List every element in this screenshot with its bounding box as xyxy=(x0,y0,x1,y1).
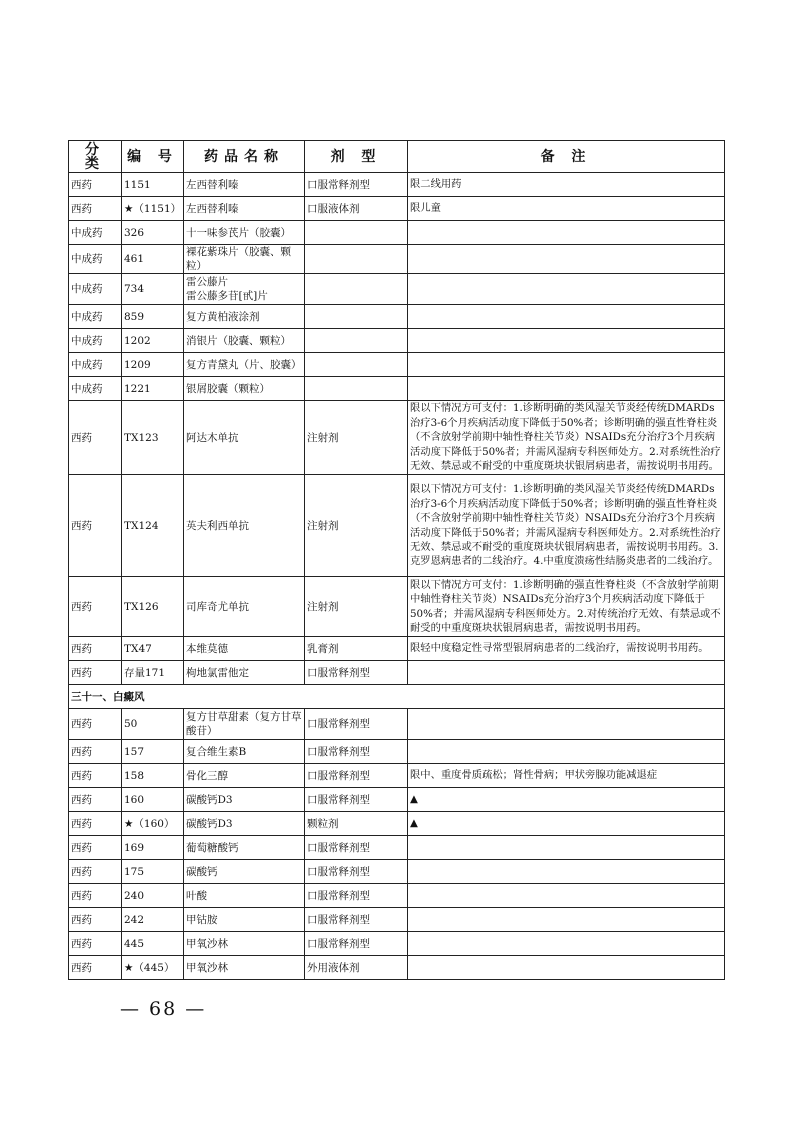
table-row xyxy=(69,932,725,956)
cell-remarks xyxy=(408,836,725,860)
cell-drug-name: 甲氧沙林 xyxy=(184,932,305,956)
table-row xyxy=(69,353,725,377)
cell-code: ★（1151） xyxy=(122,197,184,221)
cell-code: 157 xyxy=(122,740,184,764)
header-dosage-form: 剂 型 xyxy=(305,141,408,173)
table-row xyxy=(69,812,725,836)
drug-table xyxy=(68,140,725,980)
cell-drug-name: 碳酸钙 xyxy=(184,860,305,884)
cell-remarks xyxy=(408,245,725,274)
cell-category: 中成药 xyxy=(69,353,122,377)
header-drug-name: 药品名称 xyxy=(184,141,305,173)
cell-dosage-form: 口服常释剂型 xyxy=(305,860,408,884)
cell-dosage-form: 乳膏剂 xyxy=(305,637,408,661)
section-row xyxy=(69,685,725,709)
cell-drug-name: 叶酸 xyxy=(184,884,305,908)
cell-category: 西药 xyxy=(69,740,122,764)
cell-category: 中成药 xyxy=(69,221,122,245)
table-row xyxy=(69,274,725,305)
cell-remarks xyxy=(408,860,725,884)
cell-drug-name: 甲钴胺 xyxy=(184,908,305,932)
cell-dosage-form: 口服常释剂型 xyxy=(305,709,408,740)
section-title: 三十一、白癜风 xyxy=(69,685,725,709)
cell-remarks xyxy=(408,661,725,685)
cell-drug-name: 雷公藤片 雷公藤多苷[甙]片 xyxy=(184,274,305,305)
cell-drug-name: 碳酸钙D3 xyxy=(184,812,305,836)
cell-remarks xyxy=(408,353,725,377)
cell-remarks xyxy=(408,305,725,329)
cell-drug-name: 左西替利嗪 xyxy=(184,173,305,197)
cell-remarks: 限二线用药 xyxy=(408,173,725,197)
table-row xyxy=(69,197,725,221)
cell-code: 175 xyxy=(122,860,184,884)
cell-drug-name: 裸花紫珠片（胶囊、颗粒） xyxy=(184,245,305,274)
table-row xyxy=(69,709,725,740)
cell-code: 240 xyxy=(122,884,184,908)
cell-remarks: 限以下情况方可支付：1.诊断明确的类风湿关节炎经传统DMARDs治疗3-6个月疾病活动度下降低于50%者；诊断明确的强直性脊柱炎（不含放射学前期中轴性脊柱关节炎）NSAIDs充分治疗3个月疾病活动度下降低于50%者；并需风湿病专科医师处方。2.对系统性治疗无效、禁忌或不耐受的重度斑块状银屑病患者，需按说明书用药。3.克罗恩病患者的二线治疗。4.中重度溃疡性结肠炎患者的二线治疗。 xyxy=(408,475,725,577)
cell-drug-name: 复方青黛丸（片、胶囊） xyxy=(184,353,305,377)
cell-drug-name: 骨化三醇 xyxy=(184,764,305,788)
cell-code: 169 xyxy=(122,836,184,860)
cell-code: 1151 xyxy=(122,173,184,197)
cell-category: 中成药 xyxy=(69,305,122,329)
cell-category: 西药 xyxy=(69,197,122,221)
cell-dosage-form: 口服常释剂型 xyxy=(305,884,408,908)
table-row xyxy=(69,221,725,245)
cell-dosage-form: 口服常释剂型 xyxy=(305,932,408,956)
cell-code: 1221 xyxy=(122,377,184,401)
table-row xyxy=(69,661,725,685)
cell-dosage-form: 注射剂 xyxy=(305,401,408,475)
cell-remarks: ▲ xyxy=(408,812,725,836)
cell-code: 158 xyxy=(122,764,184,788)
cell-dosage-form: 颗粒剂 xyxy=(305,812,408,836)
cell-drug-name: 碳酸钙D3 xyxy=(184,788,305,812)
cell-drug-name: 甲氧沙林 xyxy=(184,956,305,980)
cell-code: 242 xyxy=(122,908,184,932)
cell-dosage-form xyxy=(305,274,408,305)
cell-code: TX123 xyxy=(122,401,184,475)
header-category: 分 类 xyxy=(69,141,122,173)
cell-drug-name: 葡萄糖酸钙 xyxy=(184,836,305,860)
cell-drug-name: 消银片（胶囊、颗粒） xyxy=(184,329,305,353)
cell-dosage-form xyxy=(305,221,408,245)
cell-code: TX126 xyxy=(122,577,184,637)
cell-category: 西药 xyxy=(69,932,122,956)
cell-category: 西药 xyxy=(69,475,122,577)
cell-remarks xyxy=(408,377,725,401)
cell-remarks xyxy=(408,884,725,908)
cell-code: 1202 xyxy=(122,329,184,353)
cell-dosage-form: 口服常释剂型 xyxy=(305,173,408,197)
cell-code: 461 xyxy=(122,245,184,274)
cell-code: 1209 xyxy=(122,353,184,377)
cell-code: TX47 xyxy=(122,637,184,661)
cell-code: 859 xyxy=(122,305,184,329)
cell-dosage-form: 口服常释剂型 xyxy=(305,740,408,764)
table-row xyxy=(69,329,725,353)
cell-dosage-form: 注射剂 xyxy=(305,577,408,637)
cell-remarks xyxy=(408,274,725,305)
cell-category: 西药 xyxy=(69,577,122,637)
cell-dosage-form: 口服常释剂型 xyxy=(305,764,408,788)
cell-drug-name: 阿达木单抗 xyxy=(184,401,305,475)
cell-dosage-form xyxy=(305,245,408,274)
cell-category: 中成药 xyxy=(69,274,122,305)
table-body xyxy=(69,173,725,980)
cell-remarks xyxy=(408,908,725,932)
table-row xyxy=(69,788,725,812)
table-row xyxy=(69,956,725,980)
cell-code: 445 xyxy=(122,932,184,956)
cell-code: 50 xyxy=(122,709,184,740)
cell-drug-name: 枸地氯雷他定 xyxy=(184,661,305,685)
table-row xyxy=(69,173,725,197)
cell-remarks: 限以下情况方可支付：1.诊断明确的强直性脊柱炎（不含放射学前期中轴性脊柱关节炎）NSAIDs充分治疗3个月疾病活动度下降低于50%者；并需风湿病专科医师处方。2.对传统治疗无效、有禁忌或不耐受的中重度斑块状银屑病患者，需按说明书用药。 xyxy=(408,577,725,637)
cell-remarks xyxy=(408,956,725,980)
cell-drug-name: 十一味参芪片（胶囊） xyxy=(184,221,305,245)
cell-remarks xyxy=(408,221,725,245)
cell-dosage-form: 口服常释剂型 xyxy=(305,788,408,812)
cell-remarks: 限以下情况方可支付：1.诊断明确的类风湿关节炎经传统DMARDs治疗3-6个月疾病活动度下降低于50%者；诊断明确的强直性脊柱炎（不含放射学前期中轴性脊柱关节炎）NSAIDs充分治疗3个月疾病活动度下降低于50%者；并需风湿病专科医师处方。2.对系统性治疗无效、禁忌或不耐受的中重度斑块状银屑病患者，需按说明书用药。 xyxy=(408,401,725,475)
cell-dosage-form xyxy=(305,377,408,401)
cell-code: TX124 xyxy=(122,475,184,577)
cell-category: 西药 xyxy=(69,764,122,788)
cell-category: 西药 xyxy=(69,860,122,884)
table-row xyxy=(69,764,725,788)
cell-drug-name: 英夫利西单抗 xyxy=(184,475,305,577)
cell-dosage-form: 口服常释剂型 xyxy=(305,661,408,685)
table-row xyxy=(69,908,725,932)
cell-remarks xyxy=(408,709,725,740)
cell-category: 西药 xyxy=(69,173,122,197)
cell-dosage-form: 注射剂 xyxy=(305,475,408,577)
cell-dosage-form: 外用液体剂 xyxy=(305,956,408,980)
cell-code: 160 xyxy=(122,788,184,812)
table-row xyxy=(69,836,725,860)
cell-dosage-form xyxy=(305,329,408,353)
cell-code: 326 xyxy=(122,221,184,245)
table-row xyxy=(69,475,725,577)
table-row xyxy=(69,860,725,884)
cell-dosage-form: 口服常释剂型 xyxy=(305,908,408,932)
table-row xyxy=(69,740,725,764)
header-remarks: 备 注 xyxy=(408,141,725,173)
cell-remarks: 限儿童 xyxy=(408,197,725,221)
table-header-row xyxy=(69,141,725,173)
cell-category: 西药 xyxy=(69,956,122,980)
cell-category: 西药 xyxy=(69,812,122,836)
cell-drug-name: 银屑胶囊（颗粒） xyxy=(184,377,305,401)
table-row xyxy=(69,305,725,329)
page-number: — 68 — xyxy=(120,998,207,1020)
cell-drug-name: 复方甘草甜素（复方甘草酸苷） xyxy=(184,709,305,740)
header-code: 编 号 xyxy=(122,141,184,173)
cell-remarks xyxy=(408,932,725,956)
table-row xyxy=(69,401,725,475)
cell-remarks: 限轻中度稳定性寻常型银屑病患者的二线治疗，需按说明书用药。 xyxy=(408,637,725,661)
cell-dosage-form: 口服常释剂型 xyxy=(305,836,408,860)
cell-remarks xyxy=(408,329,725,353)
cell-dosage-form: 口服液体剂 xyxy=(305,197,408,221)
cell-code: 734 xyxy=(122,274,184,305)
cell-drug-name: 本维莫德 xyxy=(184,637,305,661)
cell-category: 西药 xyxy=(69,788,122,812)
table-row xyxy=(69,884,725,908)
cell-code: ★（445） xyxy=(122,956,184,980)
cell-category: 西药 xyxy=(69,401,122,475)
cell-drug-name: 司库奇尤单抗 xyxy=(184,577,305,637)
cell-code: 存量171 xyxy=(122,661,184,685)
cell-category: 中成药 xyxy=(69,245,122,274)
cell-dosage-form xyxy=(305,353,408,377)
cell-code: ★（160） xyxy=(122,812,184,836)
cell-category: 西药 xyxy=(69,884,122,908)
cell-drug-name: 复方黄柏液涂剂 xyxy=(184,305,305,329)
table-row xyxy=(69,377,725,401)
cell-category: 西药 xyxy=(69,661,122,685)
cell-drug-name: 左西替利嗪 xyxy=(184,197,305,221)
cell-remarks: ▲ xyxy=(408,788,725,812)
cell-category: 西药 xyxy=(69,836,122,860)
cell-remarks: 限中、重度骨质疏松；肾性骨病；甲状旁腺功能减退症 xyxy=(408,764,725,788)
cell-drug-name: 复合维生素B xyxy=(184,740,305,764)
table-row xyxy=(69,637,725,661)
cell-remarks xyxy=(408,740,725,764)
cell-category: 中成药 xyxy=(69,329,122,353)
table-row xyxy=(69,245,725,274)
cell-category: 西药 xyxy=(69,908,122,932)
table-row xyxy=(69,577,725,637)
cell-category: 西药 xyxy=(69,709,122,740)
cell-category: 西药 xyxy=(69,637,122,661)
cell-category: 中成药 xyxy=(69,377,122,401)
cell-dosage-form xyxy=(305,305,408,329)
